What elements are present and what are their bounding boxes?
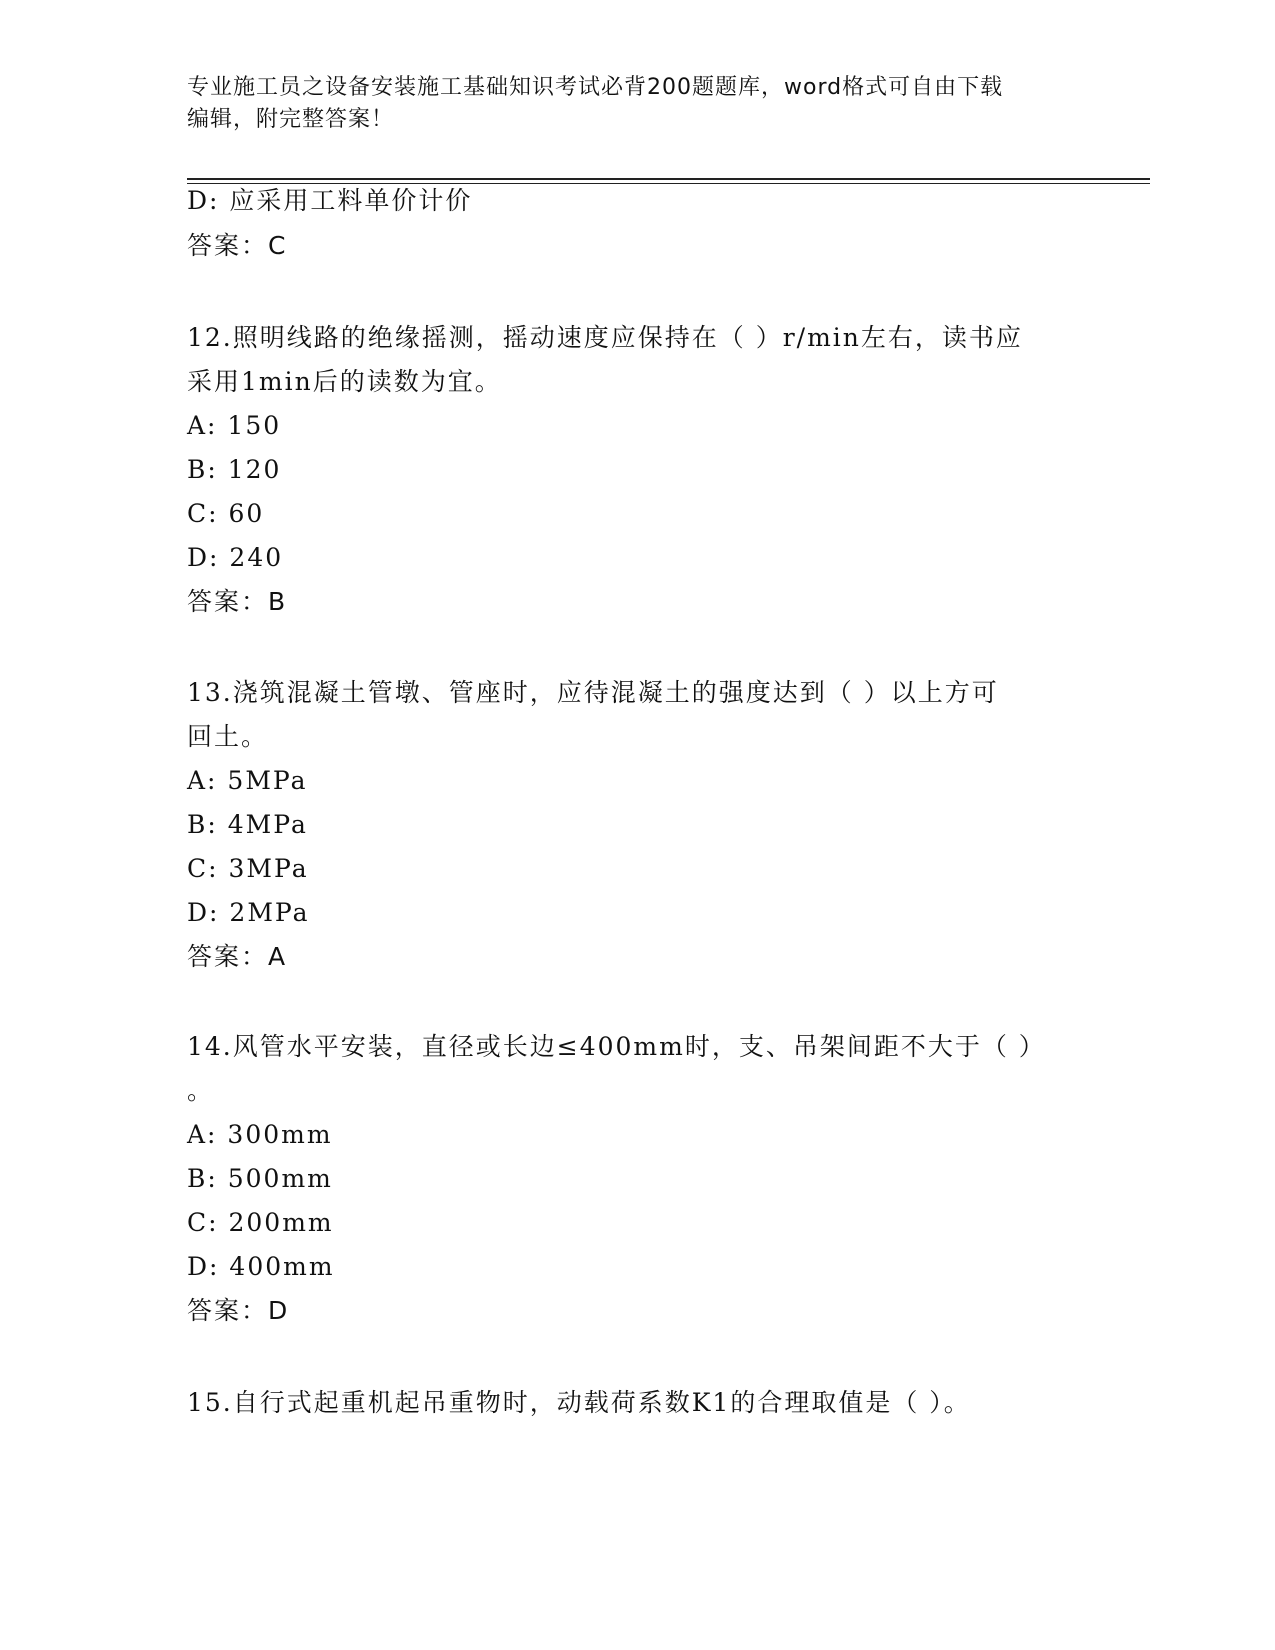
- q13-answer: 答案：A: [187, 942, 288, 971]
- prev-answer: 答案：C: [187, 231, 288, 260]
- q13-option-b: B: 4MPa: [187, 810, 308, 839]
- q12-option-a: A: 150: [187, 411, 282, 440]
- q14-option-b: B: 500mm: [187, 1164, 333, 1193]
- document-header: [187, 72, 1067, 136]
- q13-option-d: D: 2MPa: [187, 898, 310, 927]
- header-title-line-1: 专业施工员之设备安装施工基础知识考试必背200题题库，word格式可自由下载: [187, 75, 1004, 100]
- q12-stem-line-2: 采用1min后的读数为宜。: [187, 367, 502, 396]
- q14-option-d: D: 400mm: [187, 1252, 335, 1281]
- q12-option-c: C: 60: [187, 499, 265, 528]
- q14-option-c: C: 200mm: [187, 1208, 334, 1237]
- q15-stem-line-1: 15.自行式起重机起吊重物时，动载荷系数K1的合理取值是（ ）。: [187, 1388, 971, 1417]
- q14-answer: 答案：D: [187, 1296, 290, 1325]
- q13-stem-line-2: 回土。: [187, 722, 269, 751]
- q12-stem-line-1: 12.照明线路的绝缘摇测，摇动速度应保持在（ ）r/min左右，读书应: [187, 323, 1023, 352]
- q13-option-a: A: 5MPa: [187, 766, 308, 795]
- q12-answer: 答案：B: [187, 587, 288, 616]
- q13-option-c: C: 3MPa: [187, 854, 309, 883]
- q14-option-a: A: 300mm: [187, 1120, 333, 1149]
- q14-stem-line-1: 14.风管水平安装，直径或长边≤400mm时，支、吊架间距不大于（ ）: [187, 1032, 1046, 1061]
- header-title-line-2: 编辑，附完整答案！: [187, 107, 395, 132]
- prev-option-d: D: 应采用工料单价计价: [187, 186, 473, 215]
- q13-stem-line-1: 13.浇筑混凝土管墩、管座时，应待混凝土的强度达到（ ）以上方可: [187, 678, 999, 707]
- q14-stem-line-2: 。: [187, 1076, 215, 1105]
- q12-option-b: B: 120: [187, 455, 282, 484]
- header-divider: [187, 178, 1150, 180]
- q12-option-d: D: 240: [187, 543, 284, 572]
